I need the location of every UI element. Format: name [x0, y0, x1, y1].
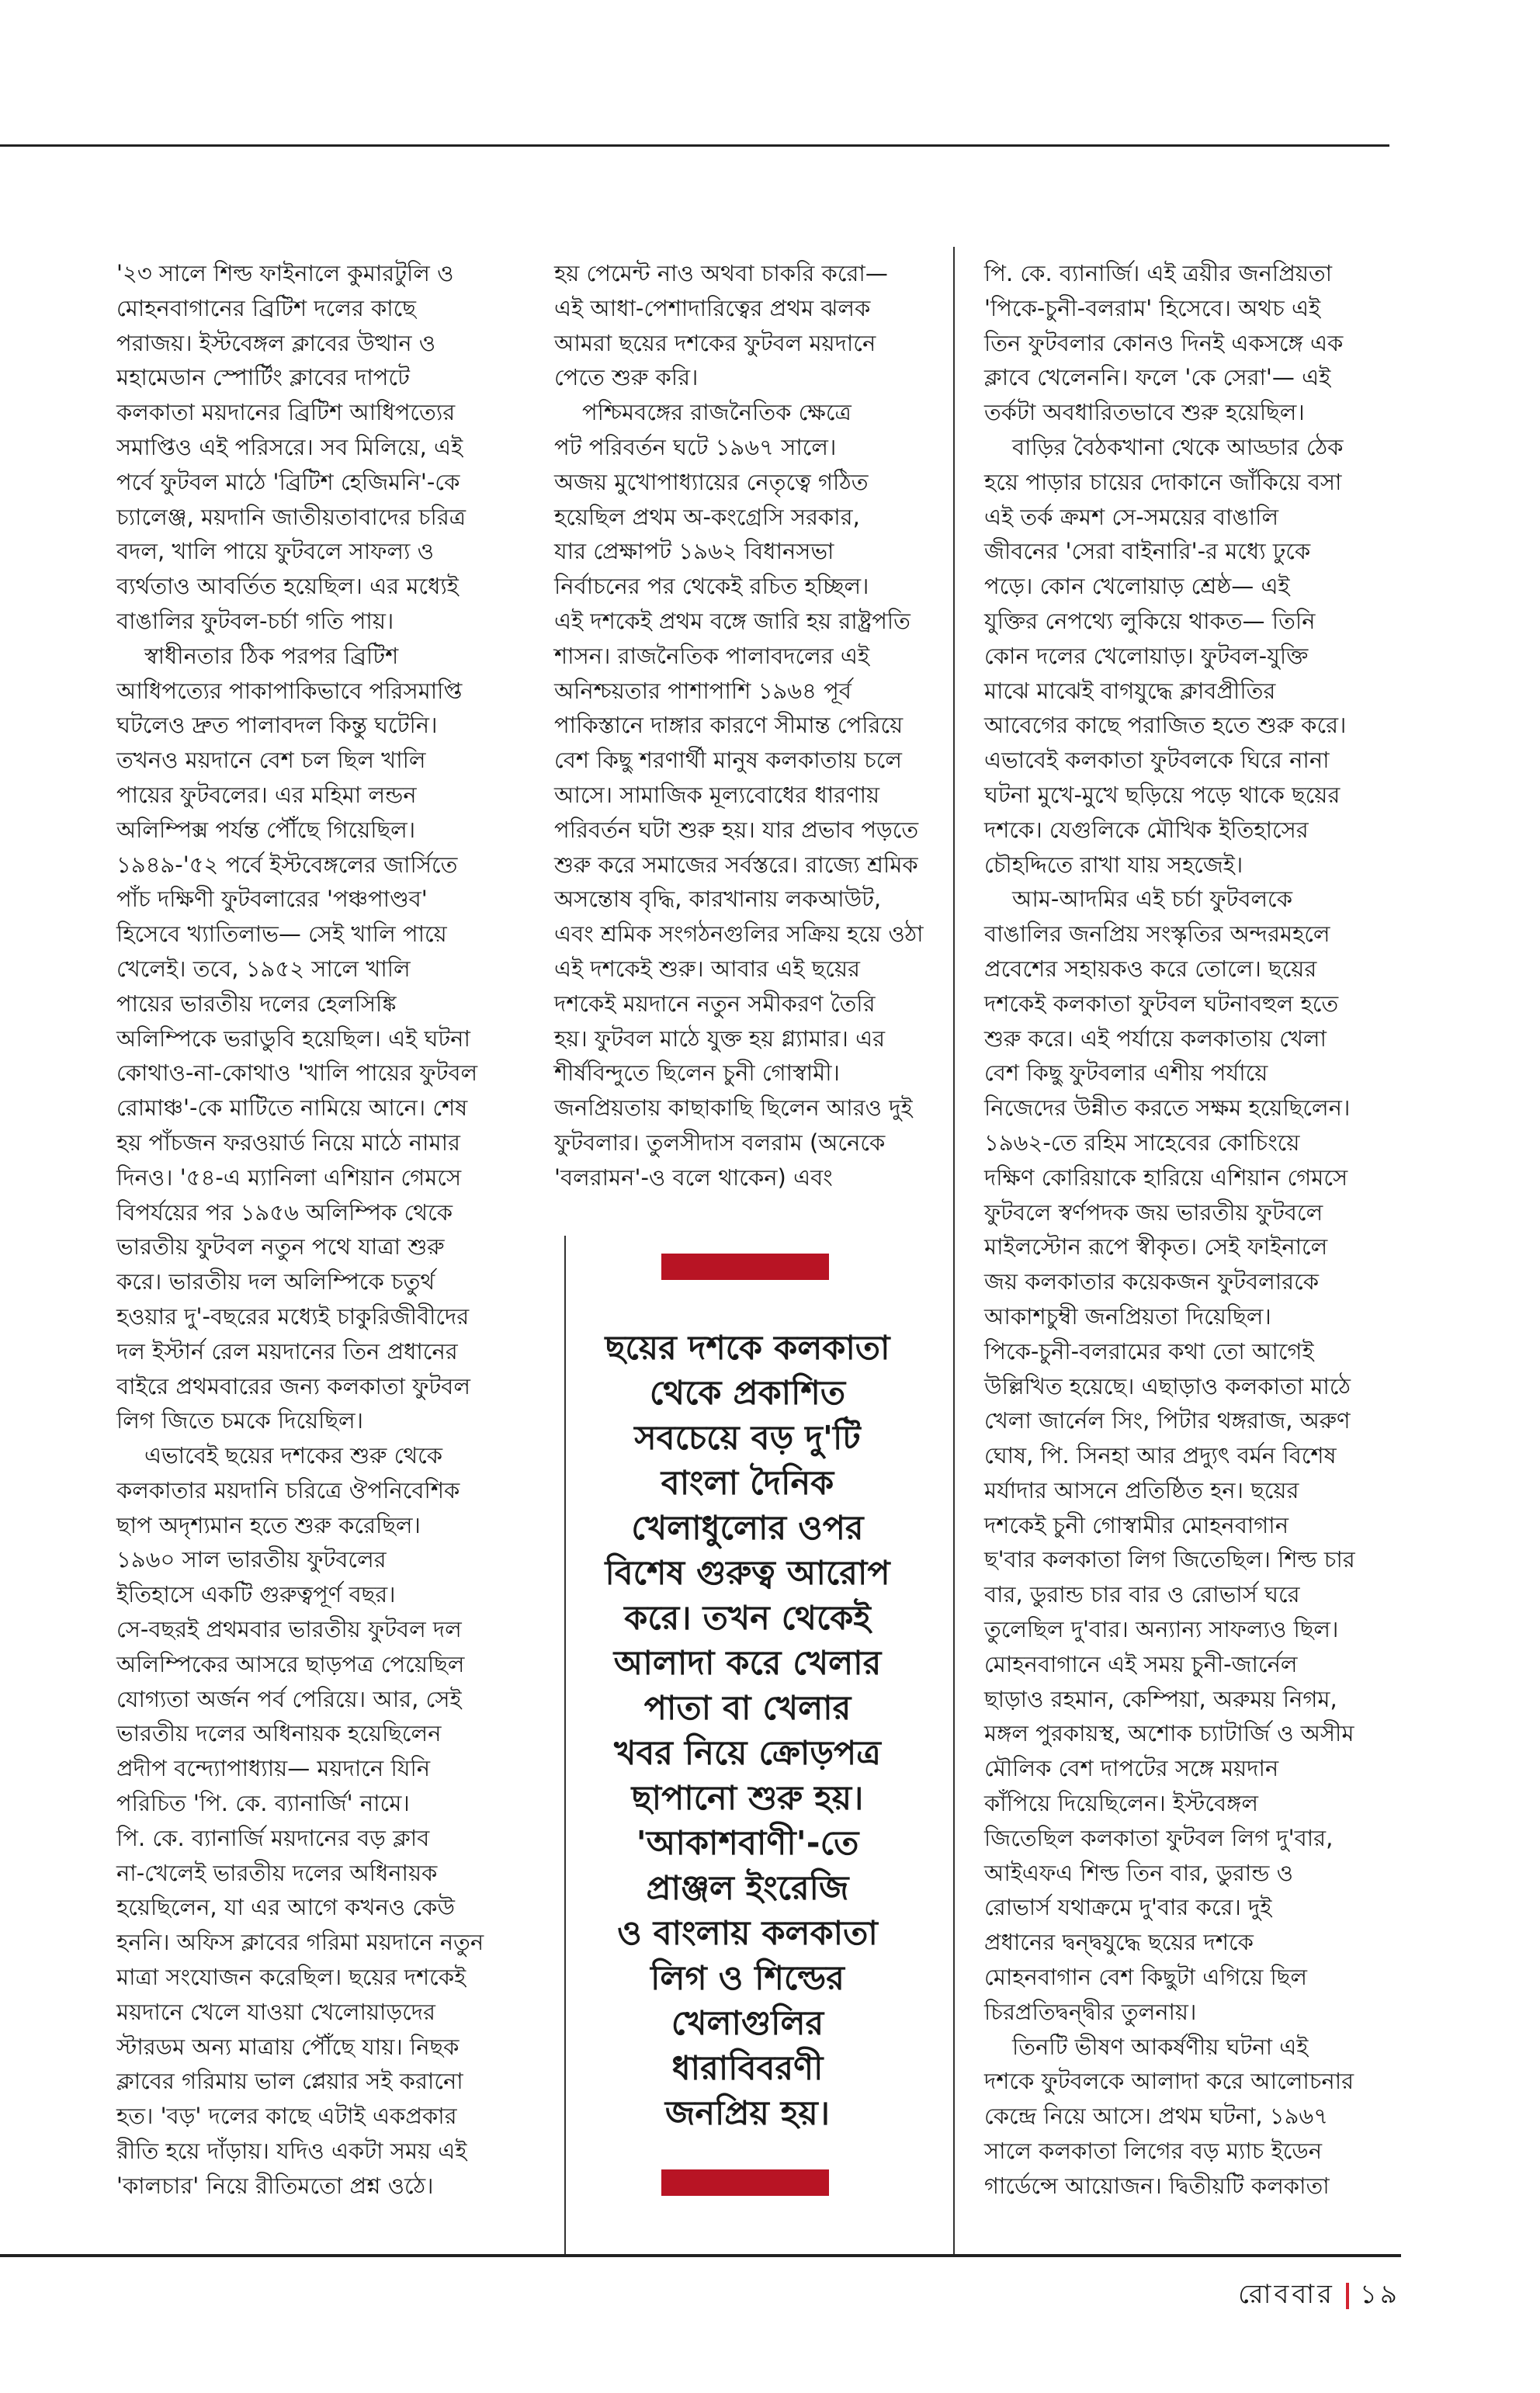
text-line: এভাবেই ছয়ের দশকের শুরু থেকে	[144, 1442, 443, 1469]
pull-quote-line: ধারাবিবরণী	[671, 2049, 824, 2088]
text-line: করে। ভারতীয় দল অলিম্পিকে চতুর্থ	[116, 1268, 435, 1295]
text-line: ছ'বার কলকাতা লিগ জিতেছিল। শিল্ড চার	[984, 1546, 1355, 1573]
text-line: আবেগের কাছে পরাজিত হতে শুরু করে।	[984, 712, 1347, 739]
footer-separator	[1346, 2283, 1349, 2309]
text-line: এই দশকেই প্রথম বঙ্গে জারি হয় রাষ্ট্রপতি	[554, 607, 910, 634]
text-line: হয় পেমেন্ট নাও অথবা চাকরি করো—	[554, 260, 888, 286]
text-line: যার প্রেক্ষাপট ১৯৬২ বিধানসভা	[554, 538, 834, 565]
article-column-2	[554, 256, 935, 1195]
text-line: দিনও। '৫৪-এ ম্যানিলা এশিয়ান গেমসে	[116, 1164, 462, 1191]
text-line: বেশ কিছু ফুটবলার এশীয় পর্যায়ে	[984, 1060, 1268, 1087]
pull-quote-line: খেলাধুলোর ওপর	[631, 1509, 864, 1548]
pull-quote-line: আলাদা করে খেলার	[613, 1644, 882, 1683]
text-line: ফুটবলার। তুলসীদাস বলরাম (অনেকে	[554, 1129, 886, 1156]
pull-quote-line: ছাপানো শুরু হয়।	[631, 1779, 864, 1818]
text-line: স্টারডম অন্য মাত্রায় পৌঁছে যায়। নিছক	[116, 2033, 460, 2060]
text-line: 'বলরামন'-ও বলে থাকেন) এবং	[554, 1164, 833, 1191]
text-line: হিসেবে খ্যাতিলাভ— সেই খালি পায়ে	[116, 921, 447, 948]
text-line: পাকিস্তানে দাঙ্গার কারণে সীমান্ত পেরিয়ে	[554, 712, 904, 739]
text-line: ইতিহাসে একটি গুরুত্বপূর্ণ বছর।	[116, 1581, 396, 1608]
text-line: ঘটনা মুখে-মুখে ছড়িয়ে পড়ে থাকে ছয়ের	[984, 781, 1341, 808]
pull-quote-top-bar	[661, 1254, 829, 1280]
text-line: ফুটবলে স্বর্ণপদক জয় ভারতীয় ফুটবলে	[984, 1198, 1323, 1226]
text-line: কোন দলের খেলোয়াড়। ফুটবল-যুক্তি	[984, 642, 1309, 669]
text-line: বদল, খালি পায়ে ফুটবলে সাফল্য ও	[116, 538, 435, 565]
text-line: তুলেছিল দু'বার। অন্যান্য সাফল্যও ছিল।	[984, 1616, 1339, 1643]
text-line: পি. কে. ব্যানার্জি। এই ত্রয়ীর জনপ্রিয়তা	[984, 260, 1333, 286]
text-line: কলকাতার ময়দানি চরিত্রে ঔপনিবেশিক	[116, 1476, 460, 1503]
pull-quote-bottom-bar	[661, 2169, 829, 2196]
text-line: আইএফএ শিল্ড তিন বার, ডুরান্ড ও	[984, 1859, 1293, 1886]
text-line: নির্বাচনের পর থেকেই রচিত হচ্ছিল।	[554, 573, 869, 600]
bottom-rule	[0, 2254, 1401, 2257]
pull-quote-line: খেলাগুলির	[671, 2004, 824, 2043]
text-line: যোগ্যতা অর্জন পর্ব পেরিয়ে। আর, সেই	[116, 1685, 462, 1712]
text-line: হত। 'বড়' দলের কাছে এটাই একপ্রকার	[116, 2103, 457, 2130]
text-line: কলকাতা ময়দানের ব্রিটিশ আধিপত্যের	[116, 399, 456, 426]
text-line: যুক্তির নেপথ্যে লুকিয়ে থাকত— তিনি	[984, 607, 1316, 634]
text-line: বেশ কিছু শরণার্থী মানুষ কলকাতায় চলে	[554, 747, 903, 774]
text-line: মোহনবাগানের ব্রিটিশ দলের কাছে	[116, 294, 416, 321]
text-line: প্রধানের দ্বন্দ্বযুদ্ধে ছয়ের দশকে	[984, 1929, 1254, 1956]
pull-quote-line: লিগ ও শিল্ডের	[650, 1959, 845, 1998]
text-line: মঙ্গল পুরকায়স্থ, অশোক চ্যাটার্জি ও অসীম	[984, 1720, 1354, 1747]
text-line: পরিবর্তন ঘটা শুরু হয়। যার প্রভাব পড়তে	[554, 816, 919, 843]
text-line: আমরা ছয়ের দশকের ফুটবল ময়দানে	[554, 329, 876, 356]
text-line: হয়েছিল প্রথম অ-কংগ্রেসি সরকার,	[554, 503, 860, 530]
text-line: কাঁপিয়ে দিয়েছিলেন। ইস্টবেঙ্গল	[984, 1790, 1258, 1817]
article-column-3	[984, 256, 1388, 2204]
pull-quote	[566, 1326, 929, 2136]
pull-quote-line: 'আকাশবাণী'-তে	[636, 1824, 859, 1863]
text-line: দশকে। যেগুলিকে মৌখিক ইতিহাসের	[984, 816, 1309, 843]
text-line: মোহনবাগান বেশ কিছুটা এগিয়ে ছিল	[984, 1964, 1307, 1991]
text-line: অনিশ্চয়তার পাশাপাশি ১৯৬৪ পূর্ব	[554, 677, 852, 704]
text-line: খেলেই। তবে, ১৯৫২ সালে খালি	[116, 955, 411, 982]
text-line: ছাপ অদৃশ্যমান হতে শুরু করেছিল।	[116, 1511, 421, 1538]
pull-quote-line: প্রাঞ্জল ইংরেজি	[646, 1869, 849, 1908]
pull-quote-line: করে। তখন থেকেই	[624, 1599, 871, 1638]
top-rule	[0, 144, 1389, 147]
text-line: হয়ে পাড়ার চায়ের দোকানে জাঁকিয়ে বসা	[984, 468, 1342, 495]
text-line: জনপ্রিয়তায় কাছাকাছি ছিলেন আরও দুই	[554, 1094, 913, 1122]
text-line: মহামেডান স্পোর্টিং ক্লাবের দাপটে	[116, 364, 410, 391]
text-line: ১৯৬০ সাল ভারতীয় ফুটবলের	[116, 1546, 387, 1573]
pull-quote-line: খবর নিয়ে ক্রোড়পত্র	[614, 1734, 881, 1773]
pull-quote-line: থেকে প্রকাশিত	[649, 1374, 846, 1413]
text-line: পি. কে. ব্যানার্জি ময়দানের বড় ক্লাব	[116, 1824, 430, 1851]
text-line: হয় পাঁচজন ফরওয়ার্ড নিয়ে মাঠে নামার	[116, 1129, 460, 1156]
text-line: অলিম্পিকে ভরাডুবি হয়েছিল। এই ঘটনা	[116, 1025, 470, 1052]
text-line: 'পিকে-চুনী-বলরাম' হিসেবে। অথচ এই	[984, 294, 1321, 321]
text-line: অলিম্পিকের আসরে ছাড়পত্র পেয়েছিল	[116, 1650, 465, 1677]
text-line: অজয় মুখোপাধ্যায়ের নেতৃত্বে গঠিত	[554, 468, 869, 495]
text-line: চিরপ্রতিদ্বন্দ্বীর তুলনায়।	[984, 1998, 1197, 2025]
text-line: 'কালচার' নিয়ে রীতিমতো প্রশ্ন ওঠে।	[116, 2172, 434, 2199]
column-divider	[953, 247, 955, 2254]
text-line: ভারতীয় ফুটবল নতুন পথে যাত্রা শুরু	[116, 1233, 445, 1261]
text-line: এই আধা-পেশাদারিত্বের প্রথম ঝলক	[554, 294, 871, 321]
text-line: ছাড়াও রহমান, কেম্পিয়া, অরুময় নিগম,	[984, 1685, 1337, 1712]
text-line: নিজেদের উন্নীত করতে সক্ষম হয়েছিলেন।	[984, 1094, 1351, 1122]
text-line: বার, ডুরান্ড চার বার ও রোভার্স ঘরে	[984, 1581, 1300, 1608]
text-line: না-খেলেই ভারতীয় দলের অধিনায়ক	[116, 1859, 438, 1886]
text-line: দল ইস্টার্ন রেল ময়দানের তিন প্রধানের	[116, 1337, 458, 1365]
text-line: রীতি হয়ে দাঁড়ায়। যদিও একটা সময় এই	[116, 2138, 467, 2165]
text-line: মাইলস্টোন রূপে স্বীকৃত। সেই ফাইনালে	[984, 1233, 1328, 1261]
text-line: পায়ের ভারতীয় দলের হেলসিঙ্কি	[116, 990, 397, 1017]
text-line: গার্ডেন্সে আয়োজন। দ্বিতীয়টি কলকাতা	[984, 2172, 1330, 2199]
text-line: তর্কটা অবধারিতভাবে শুরু হয়েছিল।	[984, 399, 1305, 426]
text-line: চৌহদ্দিতে রাখা যায় সহজেই।	[984, 851, 1243, 878]
text-line: আধিপত্যের পাকাপাকিভাবে পরিসমাপ্তি	[116, 677, 463, 704]
text-line: ঘোষ, পি. সিনহা আর প্রদ্যুৎ বর্মন বিশেষ	[984, 1442, 1337, 1469]
text-line: পট পরিবর্তন ঘটে ১৯৬৭ সালে।	[554, 433, 837, 460]
text-line: ক্লাবে খেলেননি। ফলে 'কে সেরা'— এই	[984, 364, 1331, 391]
text-line: তিন ফুটবলার কোনও দিনই একসঙ্গে এক	[984, 329, 1344, 356]
text-line: ১৯৬২-তে রহিম সাহেবের কোচিংয়ে	[984, 1129, 1300, 1156]
text-line: পাঁচ দক্ষিণী ফুটবলারের 'পঞ্চপাণ্ডব'	[116, 886, 428, 913]
text-line: আকাশচুম্বী জনপ্রিয়তা দিয়েছিল।	[984, 1302, 1271, 1330]
text-line: মর্যাদার আসনে প্রতিষ্ঠিত হন। ছয়ের	[984, 1476, 1299, 1503]
text-line: ১৯৪৯-'৫২ পর্বে ইস্টবেঙ্গলের জার্সিতে	[116, 851, 458, 878]
text-line: দশকেই ময়দানে নতুন সমীকরণ তৈরি	[554, 990, 876, 1017]
text-line: পিকে-চুনী-বলরামের কথা তো আগেই	[984, 1337, 1314, 1365]
text-line: পরাজয়। ইস্টবেঙ্গল ক্লাবের উত্থান ও	[116, 329, 436, 356]
pull-quote-line: সবচেয়ে বড় দু'টি	[634, 1419, 861, 1458]
text-line: এভাবেই কলকাতা ফুটবলকে ঘিরে নানা	[984, 747, 1330, 774]
text-line: জিতেছিল কলকাতা ফুটবল লিগ দু'বার,	[984, 1824, 1334, 1851]
text-line: শুরু করে। এই পর্যায়ে কলকাতায় খেলা	[984, 1025, 1327, 1052]
text-line: খেলা জার্নেল সিং, পিটার থঙ্গরাজ, অরুণ	[984, 1407, 1351, 1434]
text-line: এই তর্ক ক্রমশ সে-সময়ের বাঙালি	[984, 503, 1279, 530]
text-line: প্রবেশের সহায়কও করে তোলে। ছয়ের	[984, 955, 1317, 982]
text-line: পায়ের ফুটবলের। এর মহিমা লন্ডন	[116, 781, 417, 808]
text-line: জয় কলকাতার কয়েকজন ফুটবলারকে	[984, 1268, 1320, 1295]
text-line: এই দশকেই শুরু। আবার এই ছয়ের	[554, 955, 860, 982]
text-line: চ্যালেঞ্জ, ময়দানি জাতীয়তাবাদের চরিত্র	[116, 503, 467, 530]
text-line: ব্যর্থতাও আবর্তিত হয়েছিল। এর মধ্যেই	[116, 573, 459, 600]
text-line: আম-আদমির এই চর্চা ফুটবলকে	[1012, 886, 1293, 913]
text-line: দশকেই চুনী গোস্বামীর মোহনবাগান	[984, 1511, 1289, 1538]
text-line: বাঙালির ফুটবল-চর্চা গতি পায়।	[116, 607, 394, 634]
text-line: তিনটি ভীষণ আকর্ষণীয় ঘটনা এই	[1012, 2033, 1309, 2060]
text-line: হননি। অফিস ক্লাবের গরিমা ময়দানে নতুন	[116, 1929, 484, 1956]
pull-quote-line: বিশেষ গুরুত্ব আরোপ	[605, 1554, 890, 1593]
text-line: অলিম্পিক্স পর্যন্ত পৌঁছে গিয়েছিল।	[116, 816, 416, 843]
text-line: দক্ষিণ কোরিয়াকে হারিয়ে এশিয়ান গেমসে	[984, 1164, 1348, 1191]
text-line: সমাপ্তিও এই পরিসরে। সব মিলিয়ে, এই	[116, 433, 463, 460]
text-line: হওয়ার দু'-বছরের মধ্যেই চাকুরিজীবীদের	[116, 1302, 470, 1330]
text-line: দশকেই কলকাতা ফুটবল ঘটনাবহুল হতে	[984, 990, 1339, 1017]
page-footer	[1238, 2274, 1400, 2318]
text-line: উল্লিখিত হয়েছে। এছাড়াও কলকাতা মাঠে	[984, 1372, 1351, 1399]
text-line: স্বাধীনতার ঠিক পরপর ব্রিটিশ	[144, 642, 399, 669]
text-line: পর্বে ফুটবল মাঠে 'ব্রিটিশ হেজিমনি'-কে	[116, 468, 460, 495]
text-line: এবং শ্রমিক সংগঠনগুলির সক্রিয় হয়ে ওঠা	[554, 921, 924, 948]
text-line: হয়। ফুটবল মাঠে যুক্ত হয় গ্ল্যামার। এর	[554, 1025, 886, 1052]
text-line: হয়েছিলেন, যা এর আগে কখনও কেউ	[116, 1894, 455, 1921]
pull-quote-line: জনপ্রিয় হয়।	[664, 2094, 831, 2133]
text-line: কোথাও-না-কোথাও 'খালি পায়ের ফুটবল	[116, 1060, 478, 1087]
text-line: শুরু করে সমাজের সর্বস্তরে। রাজ্যে শ্রমিক	[554, 851, 918, 878]
text-line: রোভার্স যথাক্রমে দু'বার করে। দুই	[984, 1894, 1272, 1921]
text-line: মৌলিক বেশ দাপটের সঙ্গে ময়দান	[984, 1755, 1279, 1782]
article-column-1	[116, 256, 497, 2204]
text-line: পরিচিত 'পি. কে. ব্যানার্জি' নামে।	[116, 1790, 410, 1817]
text-line: বাড়ির বৈঠকখানা থেকে আড্ডার ঠেক	[1012, 433, 1344, 460]
text-line: তখনও ময়দানে বেশ চল ছিল খালি	[116, 747, 426, 774]
pull-quote-line: পাতা বা খেলার	[643, 1689, 852, 1728]
text-line: বাইরে প্রথমবারের জন্য কলকাতা ফুটবল	[116, 1372, 470, 1399]
text-line: '২৩ সালে শিল্ড ফাইনালে কুমারটুলি ও	[116, 260, 454, 286]
text-line: পেতে শুরু করি।	[554, 364, 699, 391]
text-line: লিগ জিতে চমকে দিয়েছিল।	[116, 1407, 364, 1434]
text-line: অসন্তোষ বৃদ্ধি, কারখানায় লকআউট,	[554, 886, 882, 913]
pull-quote-line: বাংলা দৈনিক	[661, 1464, 834, 1503]
text-line: মোহনবাগানে এই সময় চুনী-জার্নেল	[984, 1650, 1298, 1677]
text-line: শাসন। রাজনৈতিক পালাবদলের এই	[554, 642, 870, 669]
text-line: মাত্রা সংযোজন করেছিল। ছয়ের দশকেই	[116, 1964, 467, 1991]
text-line: আসে। সামাজিক মূল্যবোধের ধারণায়	[554, 781, 880, 808]
text-line: বাঙালির জনপ্রিয় সংস্কৃতির অন্দরমহলে	[984, 921, 1330, 948]
text-line: ময়দানে খেলে যাওয়া খেলোয়াড়দের	[116, 1998, 435, 2025]
pull-quote-line: ছয়ের দশকে কলকাতা	[605, 1329, 890, 1368]
text-line: বিপর্যয়ের পর ১৯৫৬ অলিম্পিক থেকে	[116, 1198, 453, 1226]
page-number: ১৯	[1359, 2279, 1400, 2310]
text-line: দশকে ফুটবলকে আলাদা করে আলোচনার	[984, 2068, 1354, 2095]
text-line: ভারতীয় দলের অধিনায়ক হয়েছিলেন	[116, 1720, 442, 1747]
text-line: কেন্দ্রে নিয়ে আসে। প্রথম ঘটনা, ১৯৬৭	[984, 2103, 1329, 2130]
magazine-name: রোববার	[1238, 2279, 1335, 2310]
text-line: মাঝে মাঝেই বাগযুদ্ধে ক্লাবপ্রীতির	[984, 677, 1276, 704]
text-line: সালে কলকাতা লিগের বড় ম্যাচ ইডেন	[984, 2138, 1323, 2165]
pull-quote-line: ও বাংলায় কলকাতা	[617, 1914, 878, 1953]
text-line: জীবনের 'সেরা বাইনারি'-র মধ্যে ঢুকে	[984, 538, 1311, 565]
text-line: পড়ে। কোন খেলোয়াড় শ্রেষ্ঠ— এই	[984, 573, 1290, 600]
text-line: শীর্ষবিন্দুতে ছিলেন চুনী গোস্বামী।	[554, 1060, 840, 1087]
text-line: ক্লাবের গরিমায় ভাল প্লেয়ার সই করানো	[116, 2068, 463, 2095]
text-line: প্রদীপ বন্দ্যোপাধ্যায়— ময়দানে যিনি	[116, 1755, 431, 1782]
text-line: রোমাঞ্চ'-কে মাটিতে নামিয়ে আনে। শেষ	[116, 1094, 468, 1122]
text-line: পশ্চিমবঙ্গের রাজনৈতিক ক্ষেত্রে	[582, 399, 852, 426]
text-line: ঘটলেও দ্রুত পালাবদল কিন্তু ঘটেনি।	[116, 712, 438, 739]
text-line: সে-বছরই প্রথমবার ভারতীয় ফুটবল দল	[116, 1616, 462, 1643]
